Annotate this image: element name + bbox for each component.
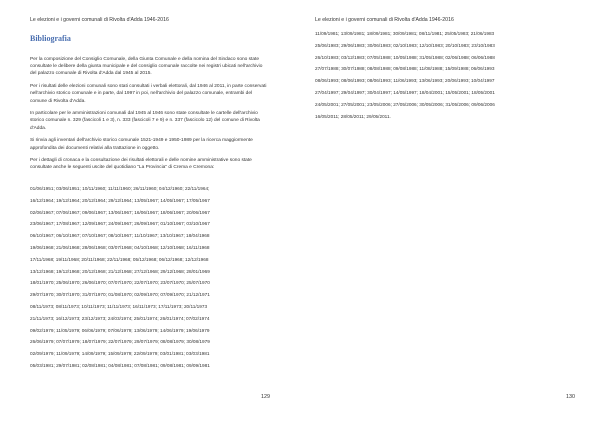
paragraph: Per i risultati delle elezioni comunali sono stati consultati i verbali elettorali, dal 1946 al 2011, in parte conservati nell'archivio storico comunale e in parte, dal 1997 in poi, nell'archivio del palazzo comunale, entrambi del comune di Rivolta d'Adda. [30, 84, 267, 104]
date-line: 16/05/2011; 28/05/2011; 29/05/2011. [315, 113, 391, 119]
date-line: 26/10/1983; 03/12/1983; 07/05/1988; 10/05/1988; 31/05/1988; 02/06/1988; 06/06/1988 [315, 54, 495, 60]
paragraph: Si rinvia agli inventari dell'archivio storico comunale 1521-1949 e 1950-1989 per la ricerca maggiormente approfondita dei documenti relativi alla trattazione in oggetto. [30, 138, 253, 151]
date-line: 16/12/1964; 19/12/1964; 20/12/1964; 29/12/1964; 13/05/1967; 14/05/1967; 17/05/1967 [30, 197, 210, 203]
date-line: 23/06/1967; 17/08/1967; 12/09/1967; 24/09/1967; 26/09/1967; 01/10/1967; 03/10/1967 [30, 221, 210, 227]
running-head: Le elezioni e i governi comunali di Rivolta d'Adda 1946-2016 [315, 17, 454, 23]
paragraph: Per i dettagli di cronaca e la consultazione dei risultati elettorali e delle nomine amministrative sono state consultate anche le seguenti uscite del quotidiano "La Provincia" di Crema e Cremona: [30, 158, 252, 171]
running-head: Le elezioni e i governi comunali di Rivolta d'Adda 1946-2016 [30, 17, 169, 23]
date-line: 02/06/1967; 07/06/1967; 09/06/1967; 13/06/1967; 16/06/1967; 18/06/1967; 20/06/1967 [30, 209, 210, 215]
date-line: 25/06/1983; 29/06/1983; 30/06/1983; 02/10/1983; 12/10/1983; 20/10/1983; 23/10/1983 [315, 42, 495, 48]
date-line: 27/04/1997; 29/04/1997; 30/04/1997; 14/05/1997; 18/04/2001; 15/05/2001; 18/05/2001 [315, 89, 495, 95]
date-line: 27/07/1988; 30/07/1988; 08/08/1988; 09/08/1988; 11/08/1988; 15/09/1988; 06/06/1993 [315, 66, 495, 72]
date-line: 08/11/1973; 08/11/1973; 10/11/1973; 11/11/1973; 16/11/1973; 17/11/1973; 20/11/1973 [30, 303, 208, 309]
paragraph: Per la composizione del Consiglio Comunale, della Giunta Comunale e della nomina del Sindaco sono state consultate le delibere della giunta municipale e del consiglio comunale raccolte nei registri ubicati nell'archivio del palazzo comunale di Rivolta d'Adda dal 1945 al 2015. [30, 57, 263, 77]
date-list [30, 183, 210, 372]
page-number: 129 [261, 394, 270, 400]
page-number: 130 [566, 394, 575, 400]
date-line: 19/06/1968; 21/06/1968; 28/06/1968; 03/07/1968; 04/10/1968; 12/10/1968; 16/11/1968 [30, 244, 210, 250]
date-line: 26/06/1979; 07/07/1979; 18/07/1979; 22/07/1979; 29/07/1979; 08/08/1979; 30/08/1979 [30, 339, 210, 345]
date-list [315, 28, 495, 122]
date-line: 05/03/1981; 29/07/1981; 02/08/1981; 04/08/1981; 07/08/1981; 09/08/1981; 09/09/1981 [30, 362, 210, 368]
date-line: 06/10/1967; 06/10/1967; 07/10/1967; 08/10/1967; 11/10/1967; 13/10/1967; 18/04/1968 [30, 233, 210, 239]
date-line: 18/01/1970; 25/06/1970; 26/06/1970; 07/07/1970; 22/07/1970; 23/07/1970; 25/07/1970 [30, 280, 210, 286]
right-page [300, 0, 600, 424]
date-line: 08/06/1993; 08/06/1993; 08/06/1993; 11/06/1993; 13/06/1993; 20/06/1993; 10/04/1997 [315, 78, 495, 84]
date-line: 13/12/1968; 19/12/1968; 20/12/1968; 21/12/1968; 27/12/1968; 29/12/1968; 28/01/1969 [30, 268, 210, 274]
date-line: 21/11/1973; 16/12/1973; 23/12/1973; 24/03/1974; 25/01/1974; 26/01/1974; 07/02/1974 [30, 315, 210, 321]
date-line: 24/05/2001; 27/05/2001; 23/05/2006; 27/05/2006; 30/05/2006; 31/05/2006; 09/06/2006 [315, 101, 495, 107]
date-line: 11/09/1981; 13/09/1981; 18/09/1981; 30/09/1981; 08/11/1981; 25/05/1983; 21/06/1983 [315, 31, 495, 36]
date-line: 01/06/1951; 03/06/1951; 10/11/1960; 11/11/1960; 26/11/1960; 04/12/1960; 22/11/1964; [30, 186, 210, 191]
date-line: 02/09/1979; 11/09/1979; 14/09/1979; 15/09/1979; 22/09/1979; 03/01/1981; 03/03/1981 [30, 351, 210, 357]
body-text [30, 56, 270, 177]
section-title: Bibliografia [30, 34, 71, 43]
date-line: 29/07/1970; 30/07/1970; 31/07/1970; 01/08/1970; 02/09/1970; 07/09/1970; 21/12/1971 [30, 292, 210, 298]
paragraph: In particolare per le amministrazioni comunali dal 1945 al 1946 sono state consultate le cartelle dell'archivio storico comunale n. 329 (fascicoli 1 e 3), n. 333 (fascicoli 7 e 9) e n. 337 (fascicolo 12) del comune di Rivolta d'Adda. [30, 111, 260, 131]
date-line: 09/02/1979; 11/05/1979; 06/06/1979; 07/06/1979; 13/06/1979; 14/06/1979; 19/06/1979 [30, 327, 210, 333]
date-line: 17/11/1968; 19/11/1968; 20/11/1968; 22/11/1968; 05/12/1968; 06/12/1968; 12/12/1968 [30, 256, 209, 262]
